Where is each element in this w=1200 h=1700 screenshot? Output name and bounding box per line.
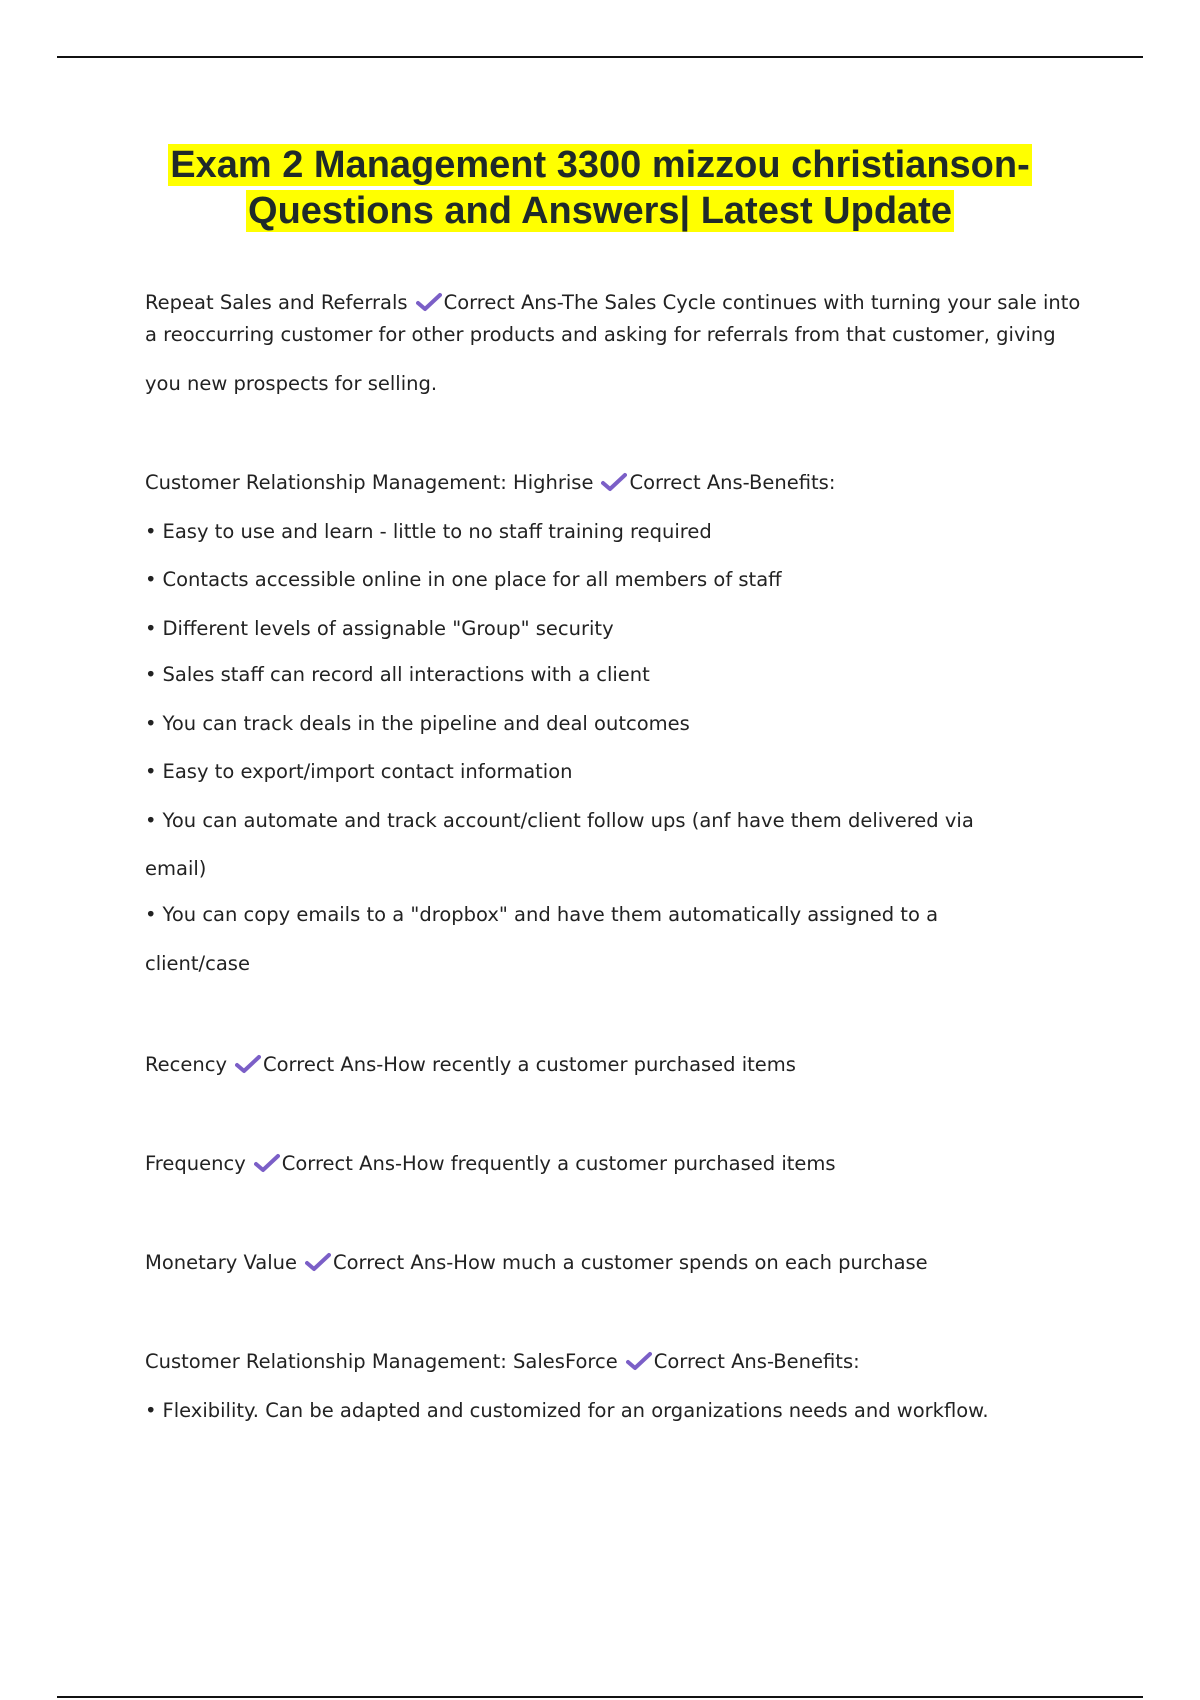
qa-4-row xyxy=(145,1151,836,1177)
bottom-rule xyxy=(57,1696,1143,1698)
checkmark-icon xyxy=(235,1054,261,1074)
qa-5-row xyxy=(145,1250,928,1276)
qa-6-bullet-1: • Flexibility. Can be adapted and customized for an organizations needs and workflow. xyxy=(145,1399,989,1422)
qa-2-bullet-1: • Easy to use and learn - little to no staff training required xyxy=(145,520,712,543)
qa-6-row xyxy=(145,1349,860,1375)
qa-6-question: Customer Relationship Management: SalesForce xyxy=(145,1350,618,1373)
qa-4-answer: Correct Ans-How frequently a customer purchased items xyxy=(281,1152,836,1175)
qa-5-answer: Correct Ans-How much a customer spends on each purchase xyxy=(333,1251,928,1274)
qa-2-bullet-8-cont: client/case xyxy=(145,952,250,975)
qa-2-answer-line-1: Correct Ans-Benefits: xyxy=(629,471,836,494)
checkmark-icon xyxy=(601,472,627,492)
qa-2-bullet-7-cont: email) xyxy=(145,857,207,880)
qa-2-bullet-3: • Different levels of assignable "Group" security xyxy=(145,617,614,640)
qa-3-question: Recency xyxy=(145,1053,228,1076)
qa-2-bullet-8: • You can copy emails to a "dropbox" and have them automatically assigned to a xyxy=(145,903,939,926)
qa-4-question: Frequency xyxy=(145,1152,246,1175)
top-rule xyxy=(57,56,1143,58)
checkmark-icon xyxy=(254,1153,280,1173)
qa-1-question: Repeat Sales and Referrals xyxy=(145,291,408,314)
qa-1-row xyxy=(145,290,1080,316)
title-line-2: Questions and Answers| Latest Update xyxy=(248,190,952,232)
qa-2-bullet-6: • Easy to export/import contact information xyxy=(145,760,573,783)
qa-6-answer: Correct Ans-Benefits: xyxy=(653,1350,860,1373)
qa-2-bullet-7: • You can automate and track account/client follow ups (anf have them delivered via xyxy=(145,809,974,832)
qa-2-question: Customer Relationship Management: Highrise xyxy=(145,471,594,494)
qa-3-row xyxy=(145,1052,796,1078)
checkmark-icon xyxy=(305,1252,331,1272)
checkmark-icon xyxy=(626,1351,652,1371)
document-title xyxy=(60,142,1140,234)
qa-5-question: Monetary Value xyxy=(145,1251,298,1274)
qa-2-row xyxy=(145,470,835,496)
qa-3-answer: Correct Ans-How recently a customer purchased items xyxy=(263,1053,796,1076)
qa-1-answer-line-3: you new prospects for selling. xyxy=(145,372,438,395)
qa-1-answer-line-1: Correct Ans-The Sales Cycle continues with turning your sale into xyxy=(443,291,1081,314)
qa-2-bullet-2: • Contacts accessible online in one place for all members of staff xyxy=(145,568,782,591)
title-line-1: Exam 2 Management 3300 mizzou christianson- xyxy=(170,144,1030,186)
checkmark-icon xyxy=(416,292,442,312)
qa-1-answer-line-2: a reoccurring customer for other products and asking for referrals from that customer, giving xyxy=(145,323,1056,346)
qa-2-bullet-4: • Sales staff can record all interactions with a client xyxy=(145,663,650,686)
qa-2-bullet-5: • You can track deals in the pipeline and deal outcomes xyxy=(145,712,690,735)
